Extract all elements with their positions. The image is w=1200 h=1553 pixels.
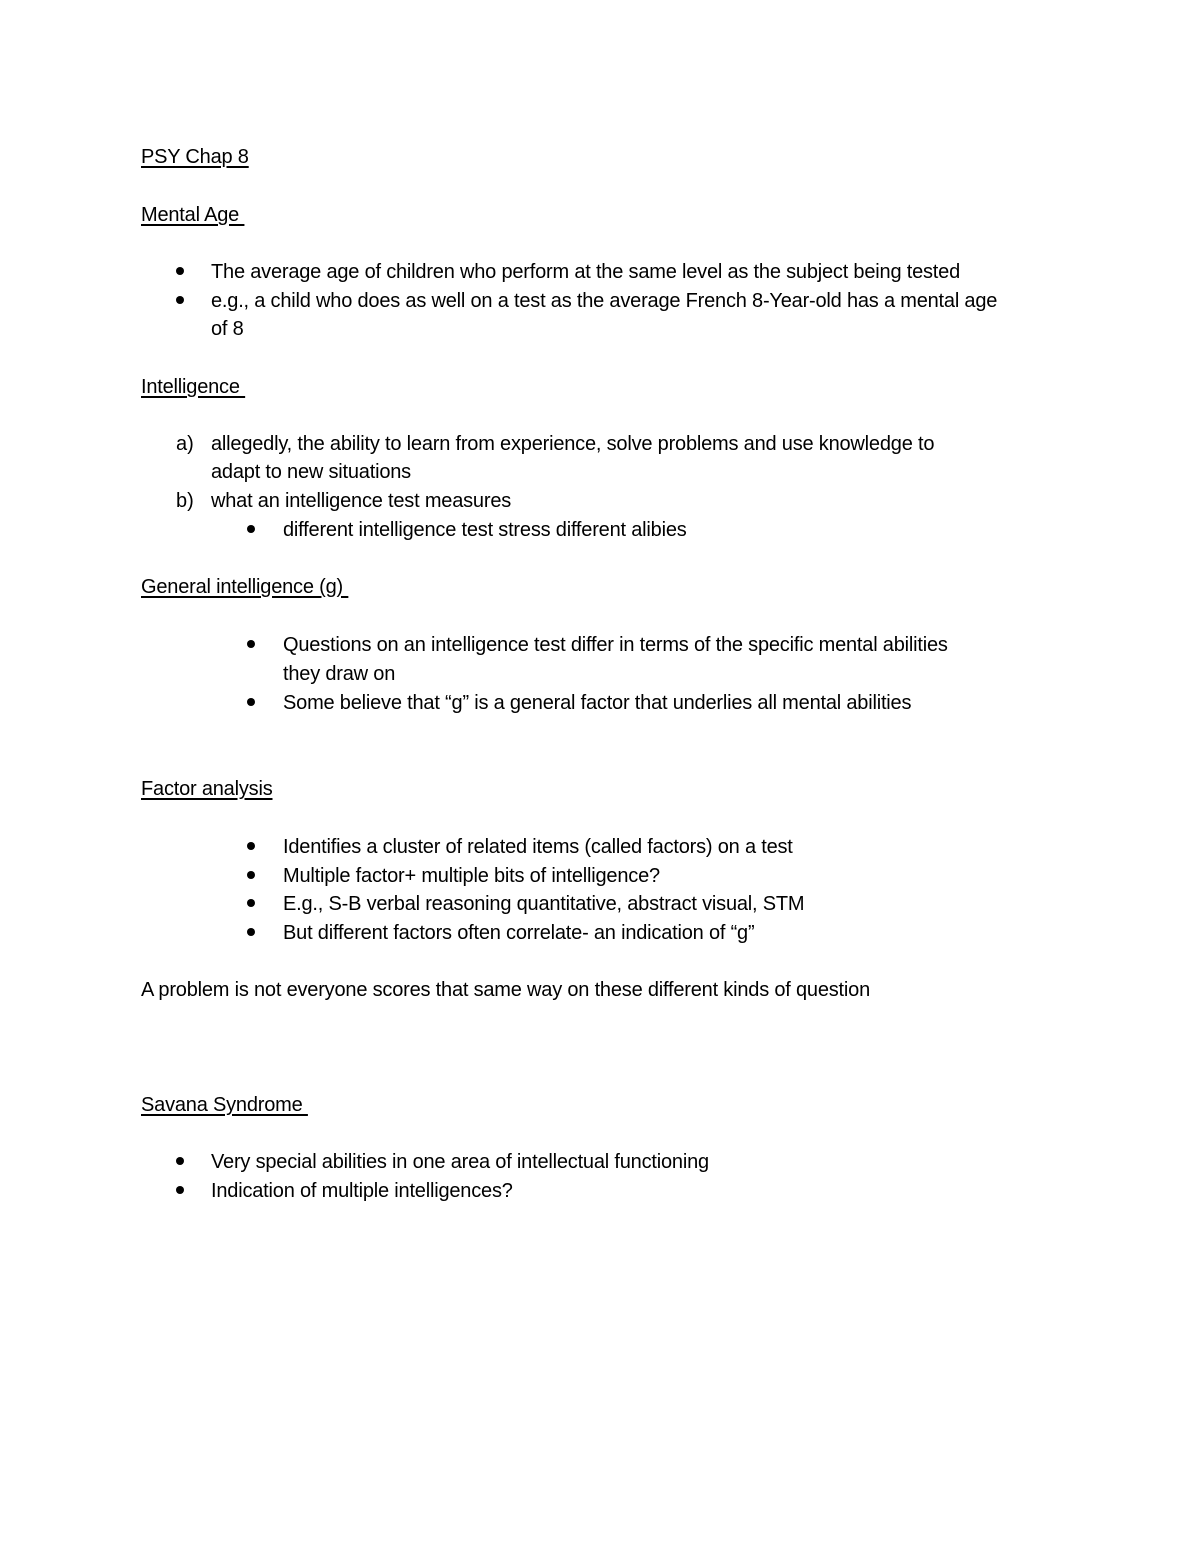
list-item-continuation: they draw on xyxy=(283,663,396,685)
list-item: Identifies a cluster of related items (called factors) on a test xyxy=(283,836,793,858)
bullet-icon xyxy=(247,842,255,850)
list-item: But different factors often correlate- an indication of “g” xyxy=(283,922,755,944)
bullet-icon xyxy=(247,871,255,879)
list-item: Questions on an intelligence test differ in terms of the specific mental abilities xyxy=(283,634,948,656)
bullet-icon xyxy=(176,296,184,304)
list-item: what an intelligence test measures xyxy=(211,490,512,512)
list-marker-a: a) xyxy=(176,433,194,455)
list-item: Multiple factor+ multiple bits of intelligence? xyxy=(283,865,660,887)
bullet-icon xyxy=(247,640,255,648)
paragraph-note: A problem is not everyone scores that same way on these different kinds of question xyxy=(141,979,871,1001)
page-title: PSY Chap 8 xyxy=(141,146,249,168)
list-item-continuation: of 8 xyxy=(211,318,244,340)
bullet-icon xyxy=(176,1157,184,1165)
bullet-icon xyxy=(247,899,255,907)
list-item: The average age of children who perform at the same level as the subject being tested xyxy=(211,261,961,283)
bullet-icon xyxy=(247,525,255,533)
bullet-icon xyxy=(247,928,255,936)
section-heading-general-intelligence: General intelligence (g) xyxy=(141,576,349,598)
list-marker-b: b) xyxy=(176,490,194,512)
section-heading-intelligence: Intelligence xyxy=(141,376,246,398)
list-item: e.g., a child who does as well on a test as the average French 8-Year-old has a mental age xyxy=(211,290,998,312)
bullet-icon xyxy=(247,698,255,706)
list-item: Very special abilities in one area of intellectual functioning xyxy=(211,1151,709,1173)
sub-list-item: different intelligence test stress different alibies xyxy=(283,519,687,541)
list-item: Indication of multiple intelligences? xyxy=(211,1180,513,1202)
list-item: allegedly, the ability to learn from experience, solve problems and use knowledge to xyxy=(211,433,935,455)
bullet-icon xyxy=(176,1186,184,1194)
bullet-icon xyxy=(176,267,184,275)
section-heading-savana-syndrome: Savana Syndrome xyxy=(141,1094,308,1116)
section-heading-factor-analysis: Factor analysis xyxy=(141,778,273,800)
list-item-continuation: adapt to new situations xyxy=(211,461,411,483)
list-item: E.g., S-B verbal reasoning quantitative, abstract visual, STM xyxy=(283,893,805,915)
section-heading-mental-age: Mental Age xyxy=(141,204,245,226)
list-item: Some believe that “g” is a general factor that underlies all mental abilities xyxy=(283,692,912,714)
